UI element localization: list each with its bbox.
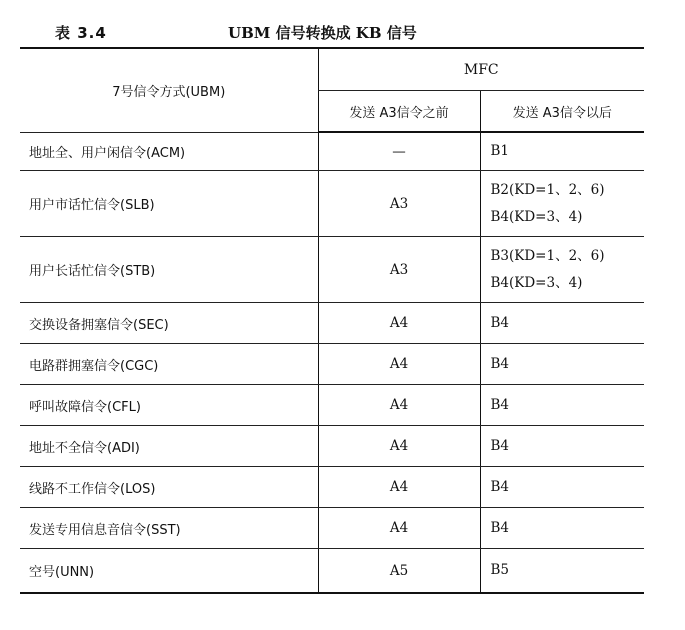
- after-line: B5: [490, 562, 510, 578]
- table-title: UBM 信号转换成 KB 信号: [228, 24, 417, 42]
- signal-name: 交换设备拥塞信令(SEC): [20, 303, 318, 344]
- after-a3-value: [480, 237, 644, 303]
- after-line: B4: [490, 478, 510, 495]
- signal-name: 用户市话忙信令(SLB): [20, 171, 318, 237]
- before-a3-value: A4: [318, 508, 480, 549]
- header-ubm: 7号信令方式(UBM): [20, 48, 318, 132]
- after-line: B4: [490, 314, 510, 331]
- after-a3-value: [480, 171, 644, 237]
- table-caption: [0, 20, 685, 46]
- after-a3-value: [480, 132, 644, 171]
- after-a3-value: [480, 467, 644, 508]
- before-a3-value: A3: [318, 237, 480, 303]
- after-a3-value: [480, 508, 644, 549]
- signal-name: 呼叫故障信令(CFL): [20, 385, 318, 426]
- after-line: B3(KD=1、2、6): [490, 247, 605, 264]
- after-line: B4(KD=3、4): [490, 208, 583, 225]
- table-row: [20, 549, 644, 594]
- after-line: B1: [490, 143, 510, 159]
- table-row: [20, 132, 644, 171]
- table-row: [20, 237, 644, 303]
- before-a3-value: —: [318, 132, 480, 171]
- before-a3-value: A5: [318, 549, 480, 594]
- before-a3-value: A4: [318, 426, 480, 467]
- after-line: B4(KD=3、4): [490, 274, 583, 291]
- table-row: [20, 385, 644, 426]
- after-line: B2(KD=1、2、6): [490, 181, 605, 198]
- signal-name: 地址全、用户闲信令(ACM): [20, 132, 318, 171]
- table-row: [20, 171, 644, 237]
- header-before-a3: 发送 A3信令之前: [318, 91, 480, 133]
- after-line: B4: [490, 355, 510, 372]
- table-row: [20, 344, 644, 385]
- before-a3-value: A3: [318, 171, 480, 237]
- after-line: B4: [490, 396, 510, 413]
- signal-name: 线路不工作信令(LOS): [20, 467, 318, 508]
- after-a3-value: [480, 385, 644, 426]
- table-row: [20, 508, 644, 549]
- signal-name: 地址不全信令(ADI): [20, 426, 318, 467]
- header-mfc: MFC: [318, 48, 644, 91]
- table-row: [20, 426, 644, 467]
- signal-name: 空号(UNN): [20, 549, 318, 594]
- table-row: [20, 303, 644, 344]
- after-line: B4: [490, 437, 510, 454]
- signal-name: 用户长话忙信令(STB): [20, 237, 318, 303]
- after-a3-value: [480, 303, 644, 344]
- table-row: [20, 467, 644, 508]
- signal-conversion-table: [20, 47, 644, 594]
- after-a3-value: [480, 426, 644, 467]
- after-a3-value: [480, 344, 644, 385]
- table-number: 表 3.4: [55, 24, 107, 42]
- after-line: B4: [490, 519, 510, 536]
- before-a3-value: A4: [318, 344, 480, 385]
- after-a3-value: [480, 549, 644, 594]
- header-after-a3: 发送 A3信令以后: [480, 91, 644, 133]
- signal-name: 电路群拥塞信令(CGC): [20, 344, 318, 385]
- before-a3-value: A4: [318, 303, 480, 344]
- before-a3-value: A4: [318, 385, 480, 426]
- before-a3-value: A4: [318, 467, 480, 508]
- signal-name: 发送专用信息音信令(SST): [20, 508, 318, 549]
